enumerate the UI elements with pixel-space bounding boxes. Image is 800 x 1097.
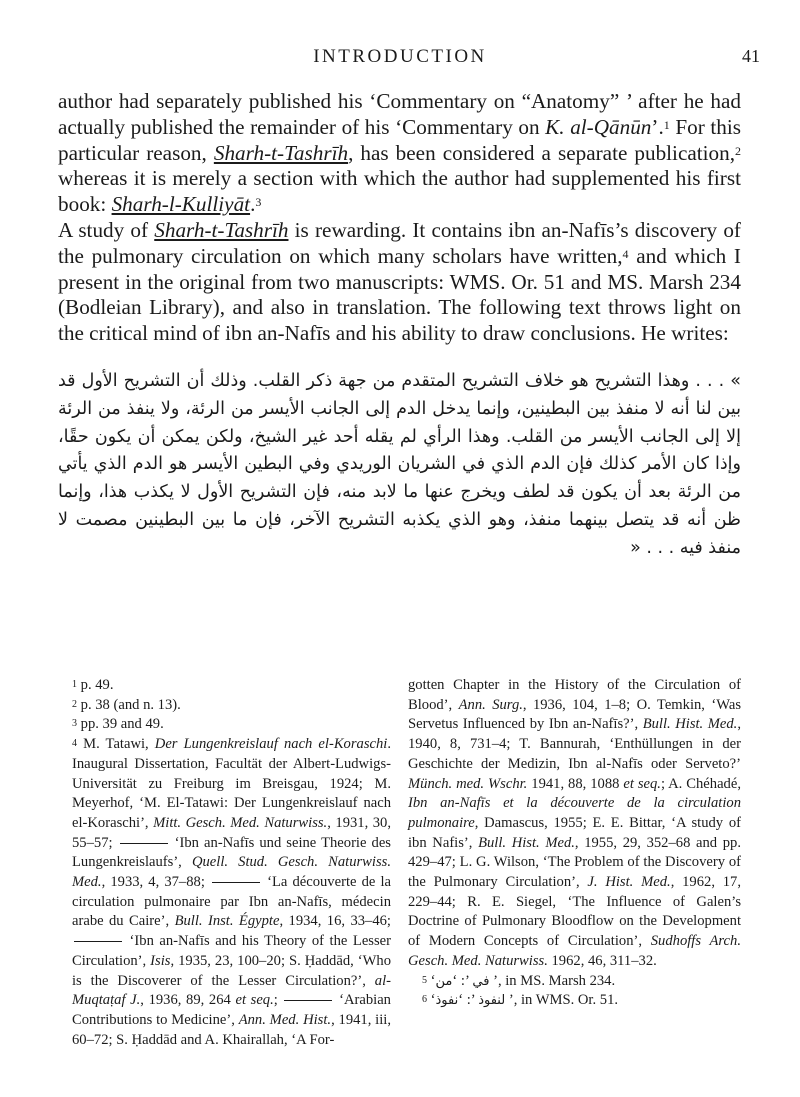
footnote-2: [58, 696, 391, 716]
footnote-text: , Damascus, 1955; E. E. Bittar, ‘A study of ibn Nafis’,: [408, 814, 741, 851]
book-title: Sharh-l-Kulliyāt: [111, 192, 251, 217]
arabic-word: من: [435, 973, 453, 989]
footnote-number: 2: [72, 698, 77, 710]
footnote-text: ‘: [427, 992, 436, 1009]
footnote-5: [408, 972, 741, 992]
arabic-word: في: [472, 973, 490, 989]
footnote-text: et seq.: [623, 775, 661, 792]
footnotes-right-column: [408, 676, 741, 1011]
footnote-number: 1: [72, 679, 77, 690]
ditto-rule: [212, 882, 260, 883]
footnote-text: ‘La découverte de la circulation pulmonaire par Ibn an-Nafīs, médecin arabe du Caire’,: [72, 874, 391, 930]
footnote-text: ;: [273, 992, 278, 1009]
book-title: Sharh-t-Tashrīh: [154, 217, 289, 242]
text-run: , has been considered a separate publication,: [348, 140, 736, 165]
footnote-ref[interactable]: 1: [663, 117, 670, 132]
footnote-text: ; A. Chéhadé,: [660, 775, 741, 792]
journal-title: Bull. Inst. Égypte: [174, 913, 280, 930]
footnote-number: 3: [72, 718, 77, 730]
footnote-text: , 1931, 30, 55–57;: [72, 814, 391, 851]
footnote-text: , 1936, 104, 1–8; O. Temkin, ‘Was Servetus Influenced by Ibn an-Nafīs?’,: [408, 696, 741, 733]
footnote-text: , 1933, 4, 37–88;: [101, 874, 205, 891]
journal-title: Münch. med. Wschr.: [408, 775, 528, 792]
journal-title: Quell. Stud. Gesch. Naturwiss. Med.: [72, 854, 391, 891]
footnote-text: , 1934, 16, 33–46;: [279, 913, 391, 930]
book-title: Ibn an-Nafīs et la découverte de la circulation pulmonaire: [408, 795, 741, 831]
ditto-rule: [74, 941, 122, 942]
journal-title: Ann. Med. Hist.: [238, 1011, 332, 1028]
book-title: Sharh-t-Tashrīh: [213, 140, 349, 165]
ditto-rule: [284, 1000, 332, 1001]
footnote-text: ’, in MS. Marsh 234.: [489, 972, 616, 989]
footnote-3: [58, 715, 391, 735]
text-run: is rewarding. It contains ibn an-Nafīs’s discovery of the pulmonary circulation on which many scholars have written,: [58, 217, 741, 268]
footnote-text: 1962, 46, 311–32.: [547, 952, 657, 969]
footnote-text: ’: ‘: [458, 992, 479, 1009]
footnote-text: , 1940, 8, 731–4; T. Bannurah, ‘Enthüllungen in der Geschichte der Medizin, Ibn al-Nafīs oder Serveto?’: [408, 716, 741, 772]
ditto-rule: [120, 843, 168, 844]
footnote-text: p. 49.: [77, 677, 114, 693]
footnotes-left-column: [58, 676, 391, 1050]
footnote-text: ’, in WMS. Or. 51.: [505, 992, 619, 1009]
footnote-text: ‘Ibn an-Nafīs and his Theory of the Lesser Circulation’,: [72, 933, 391, 969]
arabic-text: » . . . وهذا التشريح هو خلاف التشريح المتقدم من جهة ذكر القلب. وذلك أن التشريح الأول قد بين لنا أنه لا منفذ بين البطينين، وإنما يدخل الدم إلى الجانب الأيسر من الرئة، ولا ينفذ من الرئة إلا إلى الجانب الأيسر من القلب. وهذا الرأي لم يقله أحد غير الشيخ، ولكن يمكن أن يكون حقًا، وإذا كان الأمر كذلك فإن الدم الذي في الشريان الوريدي وفي البطين الأيسر هو الدم الذي يأتي من الرئة بعد أن يكون قد لطف ويخرج عنها ما لابد منه، فإن التشريح الأول لا يكذب هذا، وإنما ظن أنه قد يتصل بينهما منفذ، وهو الذي يكذبه التشريح الآخر، فإن ما بين البطينين مصمت لا منفذ فيه . . . «: [58, 371, 741, 558]
page-header: [40, 46, 760, 72]
journal-title: Bull. Hist. Med.: [478, 834, 575, 851]
arabic-word: لنفوذ: [478, 993, 506, 1009]
paragraph-1: [58, 89, 741, 218]
journal-title: Ann. Surg.: [458, 696, 523, 713]
footnote-text: . Inaugural Dissertation, Facultät der Albert-Ludwigs-Universität zu Freiburg im Breisgau, 1924; M. Meyerhof, ‘M. El-Tatawi: Der Lungenkreislauf nach el-Koraschi’,: [72, 736, 391, 831]
journal-title: Bull. Hist. Med.: [642, 716, 738, 733]
footnote-text: , 1935, 23, 100–20; S. Ḥaddād, ‘Who is the Discoverer of the Lesser Circulation?’,: [72, 952, 391, 989]
footnote-text: M. Tatawi,: [77, 736, 155, 753]
footnote-text: gotten Chapter in the History of the Circulation of Blood’,: [408, 677, 741, 713]
footnote-ref[interactable]: 2: [735, 143, 742, 158]
footnote-text: p. 38 (and n. 13).: [77, 696, 181, 713]
footnote-number: 6: [422, 994, 427, 1006]
footnote-4: [58, 735, 391, 1050]
paragraph-2: [58, 218, 741, 347]
journal-title: al-Muqtaṭaf J.: [72, 972, 391, 1009]
footnote-1: [58, 676, 391, 696]
footnote-text: ’: ‘: [452, 972, 473, 989]
footnote-ref[interactable]: 4: [622, 246, 629, 261]
running-head: INTRODUCTION: [313, 46, 487, 67]
footnote-4-continued: [408, 676, 741, 972]
page-number: 41: [742, 46, 760, 66]
footnote-text: 1941, 88, 1088: [527, 775, 624, 792]
main-text: [58, 89, 741, 347]
footnote-text: ‘Arabian Contributions to Medicine’,: [72, 992, 391, 1028]
footnote-text: , 1955, 29, 352–68 and pp. 429–47; L. G. Wilson, ‘The Problem of the Discovery of the Pulmonary Circulation’,: [408, 834, 741, 891]
arabic-word: نفوذ: [435, 993, 459, 1009]
arabic-quotation: [58, 368, 741, 563]
text-run: author had separately published his ‘Commentary on “Anatomy” ’ after he had actually published the remainder of his ‘Commentary on: [58, 89, 741, 139]
footnote-text: , 1941, iii, 60–72; S. Ḥaddād and A. Khairallah, ‘A For-: [72, 1011, 391, 1048]
journal-title: Mitt. Gesch. Med. Naturwiss.: [153, 814, 328, 831]
footnote-text: , 1936, 89, 264: [140, 992, 236, 1009]
footnote-text: pp. 39 and 49.: [77, 716, 164, 733]
journal-title: Sudhoffs Arch. Gesch. Med. Naturwiss.: [408, 933, 741, 969]
footnote-text: ‘Ibn an-Nafīs und seine Theorie des Lungenkreislaufs’,: [72, 834, 391, 871]
footnote-text: et seq.: [235, 992, 274, 1009]
text-run: A study of: [58, 217, 155, 242]
footnote-text: , 1962, 17, 229–44; R. E. Siegel, ‘The Influence of Galen’s Doctrine of Pulmonary Bloodflow on the Development of Modern Concepts of Circulation’,: [408, 874, 741, 950]
footnote-6: [408, 991, 741, 1011]
footnote-number: 4: [72, 738, 77, 750]
footnote-ref[interactable]: 3: [255, 195, 262, 210]
journal-title: J. Hist. Med.: [587, 874, 671, 891]
text-run: .: [250, 192, 256, 217]
text-run: ’.: [651, 114, 664, 139]
journal-title: Isis: [150, 952, 171, 969]
book-title: K. al-Qānūn: [545, 114, 652, 139]
text-run: and which I present in the original from two manuscripts: WMS. Or. 51 and MS. Marsh 234 (Bodleian Library), and also in translation. The following text throws light on the critical mind of ibn an-Nafīs and his ability to draw conclusions. He writes:: [58, 243, 741, 346]
text-run: For this particular reason,: [58, 114, 741, 165]
footnote-title: Der Lungenkreislauf nach el-Koraschi: [154, 736, 388, 753]
footnote-number: 5: [422, 974, 427, 986]
footnote-text: ‘: [427, 972, 436, 989]
text-run: whereas it is merely a section with which the author had supplemented his first book:: [58, 166, 741, 217]
